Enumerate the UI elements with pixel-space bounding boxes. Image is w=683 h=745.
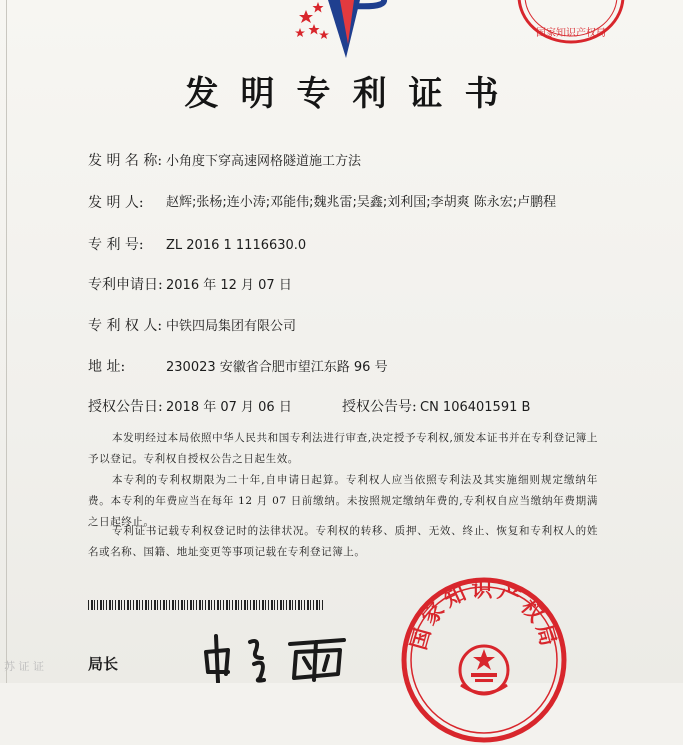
invention-name-label: 发 明 名 称: [88,153,163,169]
address-row [88,357,388,378]
grant-date-label: 授权公告日: [88,399,163,415]
handwritten-signature-icon [198,628,358,683]
patentee-label: 专 利 权 人: [88,318,163,334]
grant-date-value: 2018 年 07 月 06 日 [166,400,292,415]
grant-date-row [88,397,292,418]
inventors-value: 赵辉;张杨;连小涛;邓能伟;魏兆雷;吴鑫;刘利国;李胡爽 陈永宏;卢鹏程 [166,195,557,210]
patent-no-label: 专 利 号: [88,237,144,253]
address-label: 地 址: [88,359,126,375]
official-seal-icon [399,575,569,745]
paragraph-1: 本发明经过本局依照中华人民共和国专利法进行审查,决定授予专利权,颁发本证书并在专利登记簿上予以登记。专利权自授权公告之日起生效。 [88,432,598,465]
seal-text: 国家知识产权局 [406,577,562,653]
patentee-value: 中铁四局集团有限公司 [166,319,297,334]
barcode [88,600,324,610]
patentee-row [88,316,296,337]
inventors-row [88,193,596,213]
director-label: 局长 [88,655,119,673]
patent-no-row [88,235,306,256]
grant-no-row [342,397,530,418]
page-title: 发明专利证书 [184,74,521,114]
inventors-label: 发 明 人: [88,195,144,211]
invention-name-row [88,151,361,172]
top-seal-icon [516,0,626,46]
invention-name-value: 小角度下穿高速网格隧道施工方法 [166,154,362,169]
address-value: 230023 安徽省合肥市望江东路 96 号 [166,360,388,375]
filing-date-row [88,275,292,296]
top-seal-text: 国家知识产权局 [536,28,606,39]
grant-no-value: CN 106401591 B [420,400,531,415]
patent-no-value: ZL 2016 1 1116630.0 [166,238,307,253]
filing-date-value: 2016 年 12 月 07 日 [166,278,292,293]
svg-text:国家知识产权局 [406,578,561,653]
paragraph-2: 本专利的专利权期限为二十年,自申请日起算。专利权人应当依照专利法及其实施细则规定缴纳年费。本专利的年费应当在每年 12 月 07 日前缴纳。未按照规定缴纳年费的,专利权自应当缴纳年费期满之日起终止。 [88,474,598,528]
filing-date-label: 专利申请日: [88,277,163,293]
watermark: 苏 证 证 [4,660,44,673]
grant-no-label: 授权公告号: [342,399,417,415]
patent-office-emblem-icon [284,0,404,62]
paragraph-3: 专利证书记载专利权登记时的法律状况。专利权的转移、质押、无效、终止、恢复和专利权人的姓名或名称、国籍、地址变更等事项记载在专利登记簿上。 [88,525,598,558]
